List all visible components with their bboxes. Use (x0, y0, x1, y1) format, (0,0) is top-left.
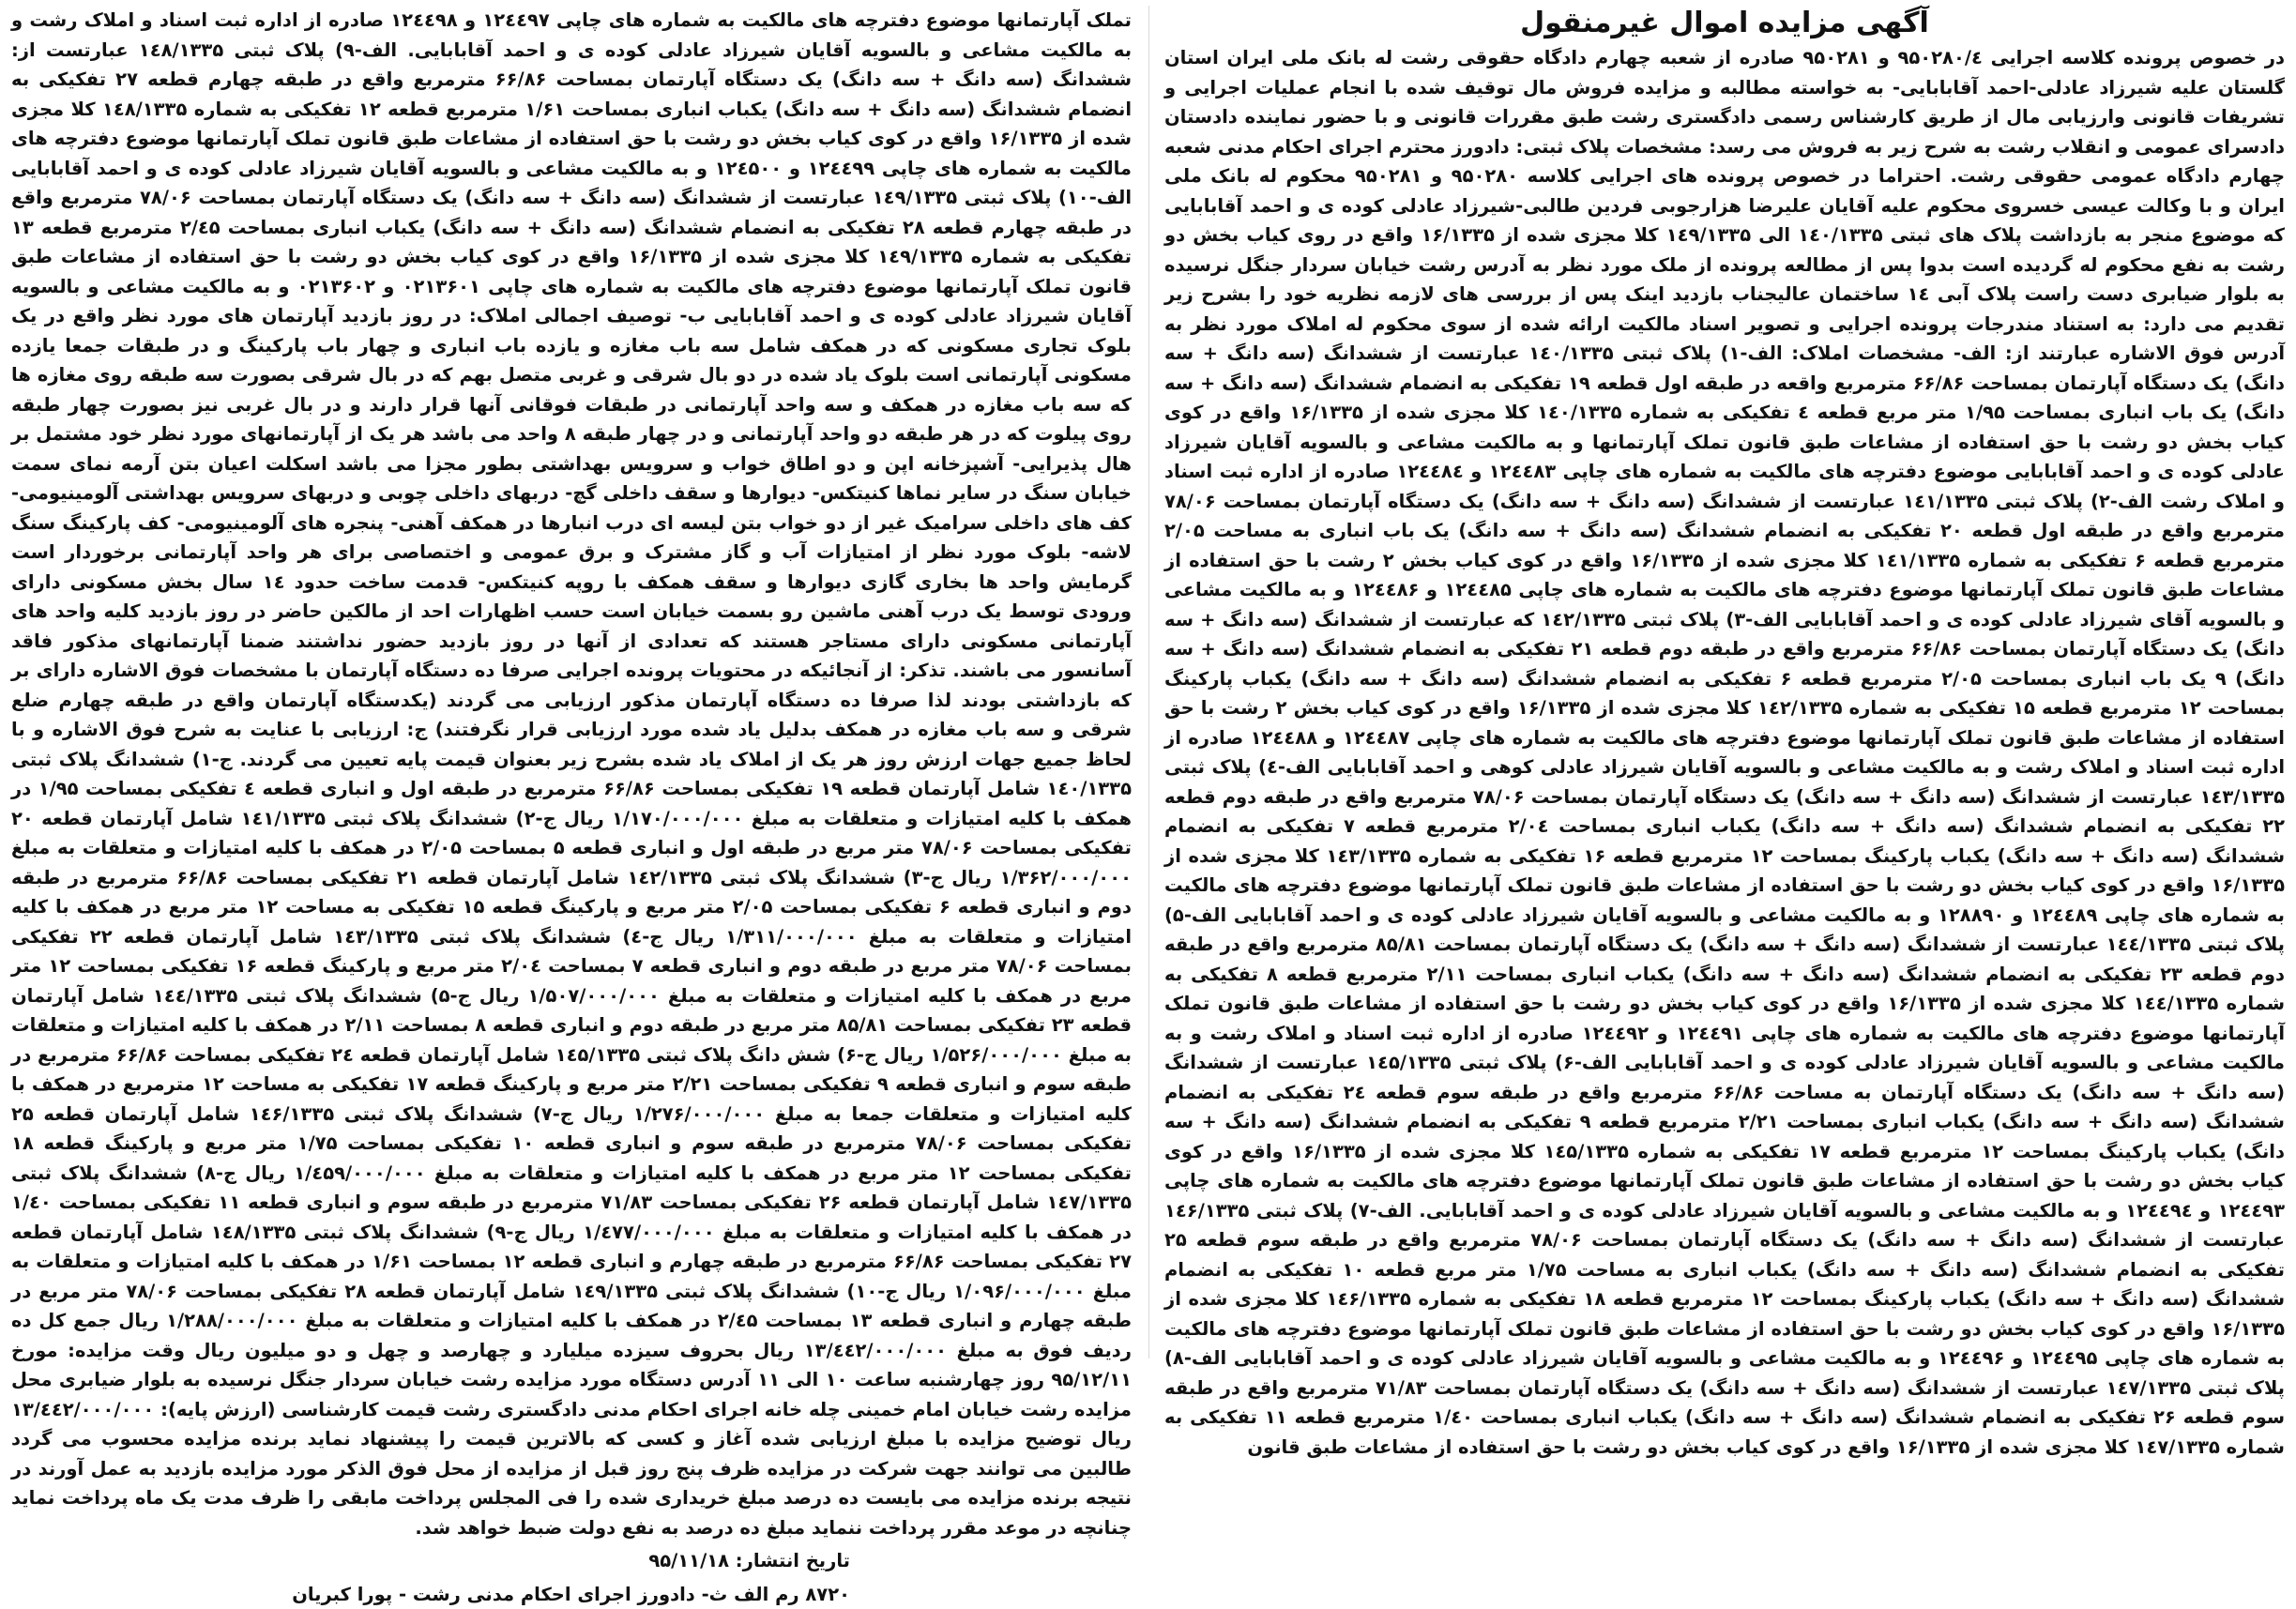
right-column (1148, 6, 2285, 1359)
right-column-text: در خصوص پرونده کلاسه اجرایی ۹۵۰۲۸۰/٤ و ۹۵۰۲۸۱ صادره از شعبه چهارم دادگاه حقوقی رشت له بانک ملی ایران استان گلستان علیه شیرزاد عادلی-احمد آقابابایی- به خواسته مطالبه و مزایده فروش مال توقیف شده با انجام عملیات اجرایی و تشریفات قانونی وارزیابی مال از طریق کارشناس رسمی دادگستری رشت طبق مقررات قانونی و با حضور نماینده دادستان دادسرای عمومی و انقلاب رشت به شرح زیر به فروش می رسد: مشخصات پلاک ثبتی: دادورز محترم اجرای احکام مدنی شعبه چهارم دادگاه عمومی حقوقی رشت. احتراما در خصوص پرونده های اجرایی کلاسه ۹۵۰۲۸۰ و ۹۵۰۲۸۱ محکوم له بانک ملی ایران و با وکالت عیسی خسروی محکوم علیه آقایان علیرضا هزارجوبی فردین طالبی-شیرزاد عادلی کوده ی و احمد آقابابایی که موضوع منجر به بازداشت پلاک های ثبتی ۱٤۰/۱۳۳۵ الی ۱٤۹/۱۳۳۵ کلا مجزی شده از ۱۶/۱۳۳۵ واقع در روی کیاب بخش دو رشت به نفع محکوم له گردیده است بدوا پس از مطالعه پرونده از ملک مورد نظر به آدرس رشت خیابان سردار جنگل نرسیده به بلوار ضیابری دست راست پلاک آبی ۱٤ ساختمان عالیجناب بازدید اینک پس از بررسی های لازمه نظریه خود را بشرح زیر تقدیم می دارد: به استناد مندرجات پرونده اجرایی و تصویر اسناد مالکیت ارائه شده از سوی محکوم له املاک مورد نظر به آدرس فوق الاشاره عبارتند از: الف- مشخصات املاک: الف-۱) پلاک ثبتی ۱٤۰/۱۳۳۵ عبارتست از ششدانگ (سه دانگ + سه دانگ) یک دستگاه آپارتمان بمساحت ۶۶/۸۶ مترمربع واقعه در طبقه اول قطعه ۱۹ تفکیکی به انضمام ششدانگ (سه دانگ + سه دانگ) یک باب انباری بمساحت ۱/۹۵ متر مربع قطعه ٤ تفکیکی به شماره ۱٤۰/۱۳۳۵ کلا مجزی شده از ۱۶/۱۳۳۵ واقع در کوی کیاب بخش دو رشت با حق استفاده از مشاعات طبق قانون تملک آپارتمانها و به مالکیت مشاعی و بالسویه آقایان شیرزاد عادلی کوده ی و احمد آقابابایی موضوع دفترچه های مالکیت به شماره های چاپی ۱۲٤٤۸۳ و ۱۲٤٤۸٤ صادره از اداره ثبت اسناد و املاک رشت الف-۲) پلاک ثبتی ۱٤۱/۱۳۳۵ عبارتست از ششدانگ (سه دانگ + سه دانگ) یک دستگاه آپارتمان بمساحت ۷۸/۰۶ مترمربع واقع در طبقه اول قطعه ۲۰ تفکیکی به انضمام ششدانگ (سه دانگ + سه دانگ) یک باب انباری به مساحت ۲/۰۵ مترمربع قطعه ۶ تفکیکی به شماره ۱٤۱/۱۳۳۵ کلا مجزی شده از ۱۶/۱۳۳۵ واقع در کوی کیاب بخش ۲ رشت با حق استفاده از مشاعات طبق قانون تملک آپارتمانها موضوع دفترچه های مالکیت به شماره های چاپی ۱۲٤٤۸۵ و ۱۲٤٤۸۶ و به مالکیت مشاعی و بالسویه آقای شیرزاد عادلی کوده ی و احمد آقابابایی الف-۳) پلاک ثبتی ۱٤۲/۱۳۳۵ که عبارتست از ششدانگ (سه دانگ + سه دانگ) یک دستگاه آپارتمان بمساحت ۶۶/۸۶ مترمربع واقع در طبقه دوم قطعه ۲۱ تفکیکی به انضمام ششدانگ (سه دانگ + سه دانگ) ۹ یک باب انباری بمساحت ۲/۰۵ مترمربع قطعه ۶ تفکیکی به انضمام ششدانگ (سه دانگ + سه دانگ) یکباب پارکینگ بمساحت ۱۲ مترمربع قطعه ۱۵ تفکیکی به شماره ۱٤۲/۱۳۳۵ کلا مجزی شده از ۱۶/۱۳۳۵ واقع در کوی کیاب بخش ۲ رشت با حق استفاده از مشاعات طبق قانون تملک آپارتمانها موضوع دفترچه های مالکیت به شماره های چاپی ۱۲٤٤۸۷ و ۱۲٤٤۸۸ صادره از اداره ثبت اسناد و املاک رشت و به مالکیت مشاعی و بالسویه آقایان شیرزاد عادلی کوهی و احمد آقابابایی الف-٤) پلاک ثبتی ۱٤۳/۱۳۳۵ عبارتست از ششدانگ (سه دانگ + سه دانگ) یک دستگاه آپارتمان بمساحت ۷۸/۰۶ مترمربع واقع در طبقه دوم قطعه ۲۲ تفکیکی به انضمام ششدانگ (سه دانگ + سه دانگ) یکباب انباری بمساحت ۲/۰٤ مترمربع قطعه ۷ تفکیکی به انضمام ششدانگ (سه دانگ + سه دانگ) یکباب پارکینگ بمساحت ۱۲ مترمربع قطعه ۱۶ تفکیکی به شماره ۱٤۳/۱۳۳۵ کلا مجزی شده از ۱۶/۱۳۳۵ واقع در کوی کیاب بخش دو رشت با حق استفاده از مشاعات طبق قانون تملک آپارتمانها موضوع دفترچه های مالکیت به شماره های چاپی ۱۲٤٤۸۹ و ۱۲۸۸۹۰ و به مالکیت مشاعی و بالسویه آقایان شیرزاد عادلی کوده ی و احمد آقابابایی الف-۵) پلاک ثبتی ۱٤٤/۱۳۳۵ عبارتست از ششدانگ (سه دانگ + سه دانگ) یک دستگاه آپارتمان بمساحت ۸۵/۸۱ مترمربع واقع در طبقه دوم قطعه ۲۳ تفکیکی به انضمام ششدانگ (سه دانگ + سه دانگ) یکباب انباری بمساحت ۲/۱۱ مترمربع قطعه ۸ تفکیکی به شماره ۱٤٤/۱۳۳۵ کلا مجزی شده از ۱۶/۱۳۳۵ واقع در کوی کیاب بخش دو رشت با حق استفاده از مشاعات طبق قانون تملک آپارتمانها موضوع دفترچه های مالکیت به شماره های چاپی ۱۲٤٤۹۱ و ۱۲٤٤۹۲ صادره از اداره ثبت اسناد و املاک رشت و به مالکیت مشاعی و بالسویه آقایان شیرزاد عادلی کوده ی و احمد آقابابایی الف-۶) پلاک ثبتی ۱٤۵/۱۳۳۵ عبارتست از ششدانگ (سه دانگ + سه دانگ) یک دستگاه آپارتمان به مساحت ۶۶/۸۶ مترمربع واقع در طبقه سوم قطعه ۲٤ تفکیکی به انضمام ششدانگ (سه دانگ + سه دانگ) یکباب انباری بمساحت ۲/۲۱ مترمربع قطعه ۹ تفکیکی به انضمام ششدانگ (سه دانگ + سه دانگ) یکباب پارکینگ بمساحت ۱۲ مترمربع قطعه ۱۷ تفکیکی به شماره ۱٤۵/۱۳۳۵ کلا مجزی شده از ۱۶/۱۳۳۵ واقع در کوی کیاب بخش دو رشت با حق استفاده از مشاعات طبق قانون تملک آپارتمانها موضوع دفترچه های مالکیت به شماره های چاپی ۱۲٤٤۹۳ و ۱۲٤٤۹٤ و به مالکیت مشاعی و بالسویه آقایان شیرزاد عادلی کوده ی و احمد آقابابایی. الف-۷) پلاک ثبتی ۱٤۶/۱۳۳۵ عبارتست از ششدانگ (سه دانگ + سه دانگ) یک دستگاه آپارتمان بمساحت ۷۸/۰۶ مترمربع واقع در طبقه سوم قطعه ۲۵ تفکیکی به انضمام ششدانگ (سه دانگ + سه دانگ) یکباب انباری به مساحت ۱/۷۵ متر مربع قطعه ۱۰ تفکیکی به انضمام ششدانگ (سه دانگ + سه دانگ) یکباب پارکینگ بمساحت ۱۲ مترمربع قطعه ۱۸ تفکیکی به شماره ۱٤۶/۱۳۳۵ کلا مجزی شده از ۱۶/۱۳۳۵ واقع در کوی کیاب بخش دو رشت با حق استفاده از مشاعات طبق قانون تملک آپارتمانها موضوع دفترچه های مالکیت به شماره های چاپی ۱۲٤٤۹۵ و ۱۲٤٤۹۶ و به مالکیت مشاعی و بالسویه آقایان شیرزاد عادلی کوده ی و احمد آقابابایی الف-۸) پلاک ثبتی ۱٤۷/۱۳۳۵ عبارتست از ششدانگ (سه دانگ + سه دانگ) یک دستگاه آپارتمان بمساحت ۷۱/۸۳ مترمربع واقع در طبقه سوم قطعه ۲۶ تفکیکی به انضمام ششدانگ (سه دانگ + سه دانگ) یکباب انباری بمساحت ۱/٤۰ مترمربع قطعه ۱۱ تفکیکی به شماره ۱٤۷/۱۳۳۵ کلا مجزی شده از ۱۶/۱۳۳۵ واقع در کوی کیاب بخش دو رشت با حق استفاده از مشاعات طبق قانون (1164, 43, 2285, 1462)
publish-date: تاریخ انتشار: ۹۵/۱۱/۱۸ (11, 1546, 1132, 1576)
signature: ۸۷۲۰ رم الف ث- دادورز اجرای احکام مدنی رشت - پورا کبریان (11, 1580, 1132, 1609)
left-column-text: تملک آپارتمانها موضوع دفترچه های مالکیت به شماره های چاپی ۱۲٤٤۹۷ و ۱۲٤٤۹۸ صادره از اداره ثبت اسناد و املاک رشت و به مالکیت مشاعی و بالسویه آقایان شیرزاد عادلی کوده ی و احمد آقابابایی. الف-۹) پلاک ثبتی ۱٤۸/۱۳۳۵ عبارتست از: ششدانگ (سه دانگ + سه دانگ) یک دستگاه آپارتمان بمساحت ۶۶/۸۶ مترمربع واقع در طبقه چهارم قطعه ۲۷ تفکیکی به انضمام ششدانگ (سه دانگ + سه دانگ) یکباب انباری بمساحت ۱/۶۱ مترمربع قطعه ۱۲ تفکیکی به شماره ۱٤۸/۱۳۳۵ کلا مجزی شده از ۱۶/۱۳۳۵ واقع در کوی کیاب بخش دو رشت با حق استفاده از مشاعات طبق قانون تملک آپارتمانها موضوع دفترچه های مالکیت به شماره های چاپی ۱۲٤٤۹۹ و ۱۲٤۵۰۰ و به مالکیت مشاعی و بالسویه آقایان شیرزاد عادلی کوده ی و احمد آقابابایی الف-۱۰) پلاک ثبتی ۱٤۹/۱۳۳۵ عبارتست از ششدانگ (سه دانگ + سه دانگ) یک دستگاه آپارتمان بمساحت ۷۸/۰۶ مترمربع واقع در طبقه چهارم قطعه ۲۸ تفکیکی به انضمام ششدانگ (سه دانگ + سه دانگ) یکباب انباری بمساحت ۲/٤۵ مترمربع قطعه ۱۳ تفکیکی به شماره ۱٤۹/۱۳۳۵ کلا مجزی شده از ۱۶/۱۳۳۵ واقع در کوی کیاب بخش دو رشت با حق استفاده از مشاعات طبق قانون تملک آپارتمانها موضوع دفترچه های مالکیت به شماره های چاپی ۰۲۱۳۶۰۱ و ۰۲۱۳۶۰۲ و به مالکیت مشاعی و بالسویه آقایان شیرزاد عادلی کوده ی و احمد آقابابایی ب- توصیف اجمالی املاک: در روز بازدید آپارتمان های مورد نظر واقع در یک بلوک تجاری مسکونی که در همکف شامل سه باب مغازه و یازده باب انباری و چهار باب پارکینگ و در طبقات جمعا یازده مسکونی آپارتمانی است بلوک یاد شده در دو بال شرقی و غربی متصل بهم که در بال شرقی بصورت سه طبقه روی مغازه ها که سه باب مغازه در همکف و سه واحد آپارتمانی در طبقات فوقانی آنها قرار دارند و در بال غربی نیز بصورت چهار طبقه روی پیلوت که در هر طبقه دو واحد آپارتمانی و در چهار طبقه ۸ واحد می باشد هر یک از آپارتمانهای مورد نظر خود مشتمل بر هال پذیرایی- آشپزخانه اپن و دو اطاق خواب و سرویس بهداشتی بطور مجزا می باشد اسکلت اعیان بتن آرمه نمای سمت خیابان سنگ در سایر نماها کنیتکس- دیوارها و سقف داخلی گچ- دربهای داخلی چوبی و دربهای سرویس بهداشتی آلومینیومی- کف های داخلی سرامیک غیر از دو خواب بتن لیسه ای درب انبارها در همکف آهنی- پنجره های آلومینیومی- کف پارکینگ سنگ لاشه- بلوک مورد نظر از امتیازات آب و گاز مشترک و برق عمومی و اختصاصی برای هر واحد آپارتمانی برخوردار است گرمایش واحد ها بخاری گازی دیوارها و سقف همکف با روپه کنیتکس- قدمت ساخت حدود ۱٤ سال بخش مسکونی دارای ورودی توسط یک درب آهنی ماشین رو بسمت خیابان است حسب اظهارات احد از مالکین حاضر در روز بازدید کلیه واحد های آپارتمانی مسکونی دارای مستاجر هستند که تعدادی از آنها در روز بازدید حضور نداشتند ضمنا آپارتمانهای مذکور فاقد آسانسور می باشند. تذکر: از آنجائیکه در محتویات پرونده اجرایی صرفا ده دستگاه آپارتمان با مشخصات فوق الاشاره دارای بر که بازداشتی بودند لذا صرفا ده دستگاه آپارتمان مذکور ارزیابی می گردند (یکدستگاه آپارتمان واقع در طبقه چهارم ضلع شرقی و سه باب مغازه در همکف بدلیل یاد شده مورد ارزیابی قرار نگرفتند) ج: ارزیابی با عنایت به شرح فوق الاشاره و با لحاظ جمیع جهات ارزش روز هر یک از املاک یاد شده بشرح زیر بعنوان قیمت پایه تعیین می گردند. ج-۱) ششدانگ پلاک ثبتی ۱٤۰/۱۳۳۵ شامل آپارتمان قطعه ۱۹ تفکیکی بمساحت ۶۶/۸۶ مترمربع در طبقه اول و انباری قطعه ٤ تفکیکی بمساحت ۱/۹۵ در همکف با کلیه امتیازات و متعلقات به مبلغ ۱/۱۷۰/۰۰۰/۰۰۰ ریال ج-۲) ششدانگ پلاک ثبتی ۱٤۱/۱۳۳۵ شامل آپارتمان قطعه ۲۰ تفکیکی بمساحت ۷۸/۰۶ متر مربع در طبقه اول و انباری قطعه ۵ بمساحت ۲/۰۵ در همکف با کلیه امتیازات و متعلقات به مبلغ ۱/۳۶۲/۰۰۰/۰۰۰ ریال ج-۳) ششدانگ پلاک ثبتی ۱٤۲/۱۳۳۵ شامل آپارتمان قطعه ۲۱ تفکیکی بمساحت ۶۶/۸۶ مترمربع در طبقه دوم و انباری قطعه ۶ تفکیکی بمساحت ۲/۰۵ متر مربع و پارکینگ قطعه ۱۵ تفکیکی به مساحت ۱۲ متر مربع در همکف با کلیه امتیازات و متعلقات به مبلغ ۱/۳۱۱/۰۰۰/۰۰۰ ریال ج-٤) ششدانگ پلاک ثبتی ۱٤۳/۱۳۳۵ شامل آپارتمان قطعه ۲۲ تفکیکی بمساحت ۷۸/۰۶ متر مربع در طبقه دوم و انباری قطعه ۷ بمساحت ۲/۰٤ متر مربع و پارکینگ قطعه ۱۶ تفکیکی بمساحت ۱۲ متر مربع در همکف با کلیه امتیازات و متعلقات به مبلغ ۱/۵۰۷/۰۰۰/۰۰۰ ریال ج-۵) ششدانگ پلاک ثبتی ۱٤٤/۱۳۳۵ شامل آپارتمان قطعه ۲۳ تفکیکی بمساحت ۸۵/۸۱ متر مربع در طبقه دوم و انباری قطعه ۸ بمساحت ۲/۱۱ در همکف با کلیه امتیازات و متعلقات به مبلغ ۱/۵۲۶/۰۰۰/۰۰۰ ریال ج-۶) شش دانگ پلاک ثبتی ۱٤۵/۱۳۳۵ شامل آپارتمان قطعه ۲٤ تفکیکی بمساحت ۶۶/۸۶ مترمربع در طبقه سوم و انباری قطعه ۹ تفکیکی بمساحت ۲/۲۱ متر مربع و پارکینگ قطعه ۱۷ تفکیکی به مساحت ۱۲ مترمربع در همکف با کلیه امتیازات و متعلقات جمعا به مبلغ ۱/۲۷۶/۰۰۰/۰۰۰ ریال ج-۷) ششدانگ پلاک ثبتی ۱٤۶/۱۳۳۵ شامل آپارتمان قطعه ۲۵ تفکیکی بمساحت ۷۸/۰۶ مترمربع در طبقه سوم و انباری قطعه ۱۰ تفکیکی بمساحت ۱/۷۵ متر مربع و پارکینگ قطعه ۱۸ تفکیکی بمساحت ۱۲ متر مربع در همکف با کلیه امتیازات و متعلقات به مبلغ ۱/٤۵۹/۰۰۰/۰۰۰ ریال ج-۸) ششدانگ پلاک ثبتی ۱٤۷/۱۳۳۵ شامل آپارتمان قطعه ۲۶ تفکیکی بمساحت ۷۱/۸۳ مترمربع در طبقه سوم و انباری قطعه ۱۱ تفکیکی بمساحت ۱/٤۰ در همکف با کلیه امتیازات و متعلقات به مبلغ ۱/٤۷۷/۰۰۰/۰۰۰ ریال ج-۹) ششدانگ پلاک ثبتی ۱٤۸/۱۳۳۵ شامل آپارتمان قطعه ۲۷ تفکیکی بمساحت ۶۶/۸۶ مترمربع در طبقه چهارم و انباری قطعه ۱۲ بمساحت ۱/۶۱ در همکف با کلیه امتیازات و متعلقات به مبلغ ۱/۰۹۶/۰۰۰/۰۰۰ ریال ج-۱۰) ششدانگ پلاک ثبتی ۱٤۹/۱۳۳۵ شامل آپارتمان قطعه ۲۸ تفکیکی بمساحت ۷۸/۰۶ متر مربع در طبقه چهارم و انباری قطعه ۱۳ بمساحت ۲/٤۵ در همکف با کلیه امتیازات و متعلقات به مبلغ ۱/۲۸۸/۰۰۰/۰۰۰ ریال جمع کل ده ردیف فوق به مبلغ ۱۳/٤٤۲/۰۰۰/۰۰۰ ریال بحروف سیزده میلیارد و چهارصد و چهل و دو میلیون ریال وقت مزایده: مورخ ۹۵/۱۲/۱۱ روز چهارشنبه ساعت ۱۰ الی ۱۱ آدرس دستگاه مورد مزایده رشت خیابان سردار جنگل نرسیده به بلوار ضیابری محل مزایده رشت خیابان امام خمینی چله خانه اجرای احکام مدنی دادگستری رشت قیمت کارشناسی (ارزش پایه): ۱۳/٤٤۲/۰۰۰/۰۰۰ ریال توضیح مزایده با مبلغ ارزیابی شده آغاز و کسی که بالاترین قیمت را پیشنهاد نماید برنده مزایده محسوب می گردد طالبین می توانند جهت شرکت در مزایده ظرف پنج روز قبل از مزایده از محل فوق الذکر مورد مزایده بازدید به عمل آورند در نتیجه برنده مزایده می بایست ده درصد مبلغ خریداری شده را فی المجلس پرداخت مابقی را ظرف مدت یک ماه پرداخت نماید چنانچه در موعد مقرر پرداخت ننماید مبلغ ده درصد به نفع دولت ضبط خواهد شد. (11, 6, 1132, 1542)
notice-title: آگهی مزایده اموال غیرمنقول (1164, 6, 2285, 41)
left-column (11, 6, 1132, 1359)
